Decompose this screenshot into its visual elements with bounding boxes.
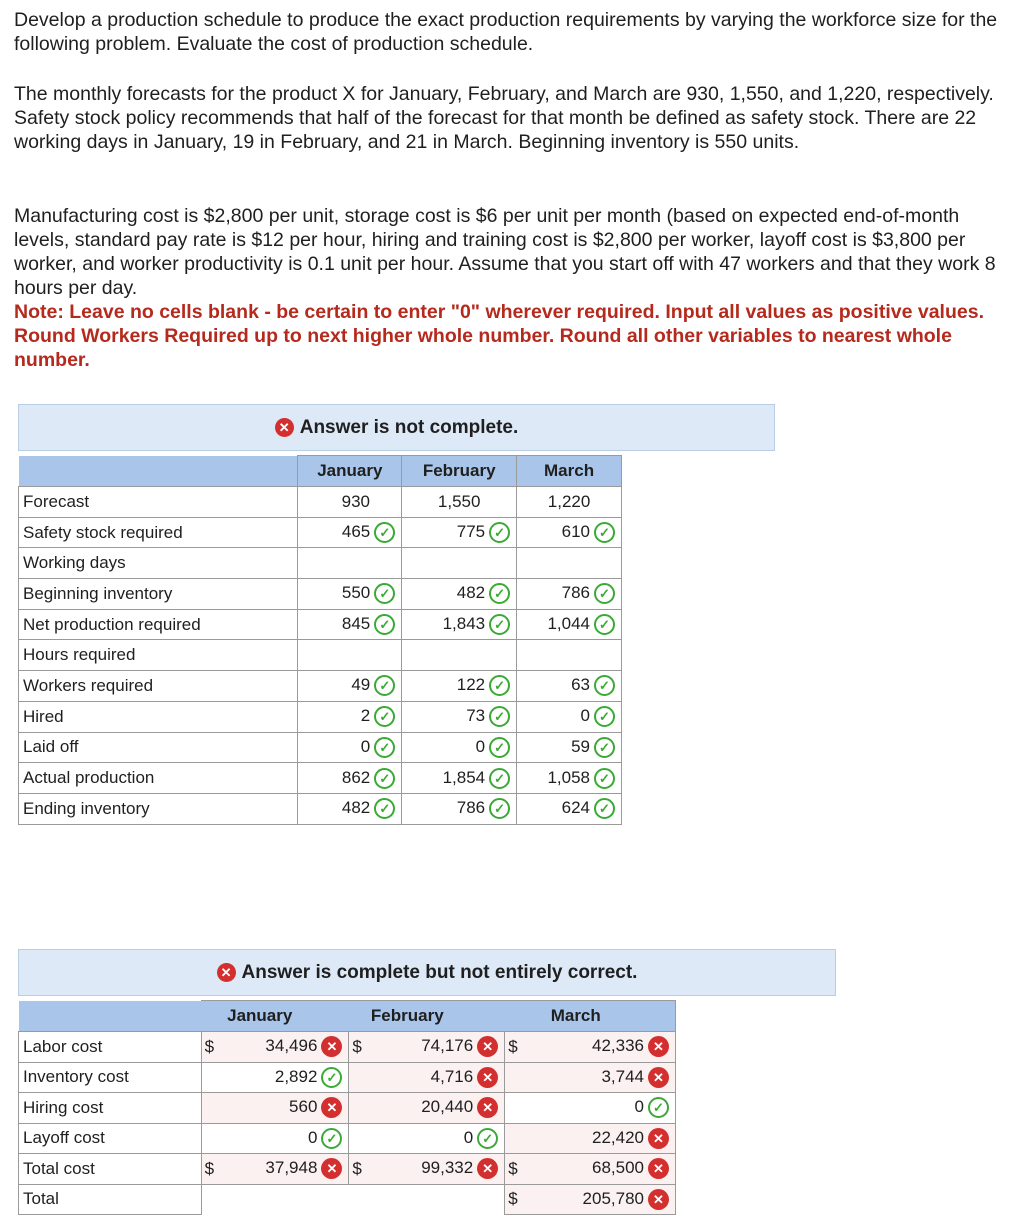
empty-cell [505, 1093, 529, 1124]
input-cell[interactable] [298, 609, 402, 640]
table-row [19, 1184, 676, 1215]
incorrect-x-icon: ✕ [648, 1158, 669, 1179]
incorrect-x-icon: ✕ [648, 1189, 669, 1210]
cell-value: 1,550 [402, 487, 517, 518]
answer-status-banner [18, 404, 775, 451]
input-cell[interactable] [529, 1123, 676, 1154]
input-cell[interactable] [402, 579, 517, 610]
correct-check-icon: ✓ [321, 1067, 342, 1088]
row-label: Actual production [19, 763, 298, 794]
correct-check-icon: ✓ [594, 583, 615, 604]
row-label: Layoff cost [19, 1123, 202, 1154]
cell-value: 1,854 [442, 767, 486, 787]
row-label: Hiring cost [19, 1093, 202, 1124]
banner-text: Answer is complete but not entirely correct. [241, 961, 638, 983]
table-row [19, 548, 622, 579]
header-february: February [349, 1001, 505, 1032]
table-row [19, 763, 622, 794]
table-row [19, 1123, 676, 1154]
empty-cell [201, 1123, 225, 1154]
cell-value: 34,496 [265, 1036, 318, 1056]
cell-value: 845 [341, 614, 371, 634]
currency-symbol: $ [201, 1032, 225, 1063]
input-cell[interactable] [298, 763, 402, 794]
correct-check-icon: ✓ [489, 706, 510, 727]
input-cell[interactable] [402, 609, 517, 640]
row-label: Working days [19, 548, 298, 579]
incorrect-x-icon: ✕ [321, 1036, 342, 1057]
empty-cell [402, 640, 517, 671]
input-cell[interactable] [225, 1032, 349, 1063]
empty-cell [517, 548, 622, 579]
row-label: Ending inventory [19, 793, 298, 824]
cell-value: 3,744 [601, 1066, 644, 1086]
empty-cell [225, 1184, 349, 1215]
input-cell[interactable] [517, 579, 622, 610]
cell-value: 4,716 [430, 1066, 474, 1086]
table-row [19, 487, 622, 518]
input-cell[interactable] [298, 671, 402, 702]
input-cell[interactable] [529, 1062, 676, 1093]
header-march: March [505, 1001, 676, 1032]
input-cell[interactable] [402, 763, 517, 794]
row-label: Beginning inventory [19, 579, 298, 610]
table-row [19, 701, 622, 732]
input-cell[interactable] [225, 1123, 349, 1154]
cell-value: 22,420 [592, 1127, 644, 1147]
currency-symbol: $ [201, 1154, 225, 1185]
cell-value: 73 [466, 706, 486, 726]
empty-cell [201, 1062, 225, 1093]
cell-value: 205,780 [582, 1188, 644, 1208]
correct-check-icon: ✓ [489, 614, 510, 635]
cell-value: 68,500 [592, 1158, 644, 1178]
input-cell[interactable] [225, 1154, 349, 1185]
cell-value: 2 [360, 706, 371, 726]
table-row [19, 671, 622, 702]
cell-value: 1,058 [547, 767, 590, 787]
table-row [19, 579, 622, 610]
cell-value: 0 [634, 1097, 644, 1117]
empty-cell [349, 1062, 373, 1093]
input-cell[interactable] [402, 793, 517, 824]
note-text: Note: Leave no cells blank - be certain to enter "0" wherever required. Input all values as positive values. Round Workers Required up to next higher whole number. Round all other variables to nearest whole number. [14, 301, 984, 371]
row-label: Hours required [19, 640, 298, 671]
cell-value: 482 [341, 798, 371, 818]
empty-cell [505, 1123, 529, 1154]
incorrect-x-icon: ✕ [477, 1067, 498, 1088]
input-cell[interactable] [517, 793, 622, 824]
correct-check-icon: ✓ [594, 706, 615, 727]
cell-value: 37,948 [265, 1158, 318, 1178]
empty-cell [298, 548, 402, 579]
table-row [19, 793, 622, 824]
cell-value: 2,892 [274, 1066, 318, 1086]
correct-check-icon: ✓ [374, 675, 395, 696]
incorrect-x-icon: ✕ [321, 1097, 342, 1118]
cell-value: 0 [475, 736, 486, 756]
currency-symbol: $ [505, 1184, 529, 1215]
correct-check-icon: ✓ [321, 1128, 342, 1149]
empty-cell [373, 1184, 505, 1215]
correct-check-icon: ✓ [489, 522, 510, 543]
empty-cell [349, 1184, 373, 1215]
incorrect-x-icon: ✕ [477, 1158, 498, 1179]
cell-value: 624 [561, 798, 590, 818]
input-cell[interactable] [517, 732, 622, 763]
correct-check-icon: ✓ [477, 1128, 498, 1149]
empty-cell [349, 1123, 373, 1154]
input-cell[interactable] [373, 1062, 505, 1093]
correct-check-icon: ✓ [489, 583, 510, 604]
input-cell[interactable] [517, 763, 622, 794]
empty-cell [201, 1093, 225, 1124]
header-january: January [298, 456, 402, 487]
currency-symbol: $ [349, 1032, 373, 1063]
input-cell[interactable] [373, 1154, 505, 1185]
input-cell[interactable] [517, 517, 622, 548]
incorrect-x-icon: ✕ [648, 1067, 669, 1088]
row-label: Forecast [19, 487, 298, 518]
correct-check-icon: ✓ [374, 614, 395, 635]
correct-check-icon: ✓ [489, 798, 510, 819]
empty-cell [505, 1062, 529, 1093]
incorrect-x-icon: ✕ [477, 1036, 498, 1057]
table-row [19, 640, 622, 671]
empty-cell [298, 640, 402, 671]
empty-cell [201, 1184, 225, 1215]
correct-check-icon: ✓ [489, 675, 510, 696]
cell-value: 550 [341, 583, 371, 603]
production-schedule-table [18, 455, 622, 825]
cell-value: 0 [580, 706, 590, 726]
answer-status-banner [18, 949, 836, 996]
input-cell[interactable] [298, 701, 402, 732]
row-label: Inventory cost [19, 1062, 202, 1093]
table-row [19, 1062, 676, 1093]
table-row [19, 1093, 676, 1124]
header-march: March [517, 456, 622, 487]
cell-value: 862 [341, 767, 371, 787]
currency-symbol: $ [349, 1154, 373, 1185]
row-label: Workers required [19, 671, 298, 702]
input-cell[interactable] [298, 517, 402, 548]
correct-check-icon: ✓ [374, 522, 395, 543]
input-cell[interactable] [517, 671, 622, 702]
input-cell[interactable] [529, 1032, 676, 1063]
incorrect-icon: ✕ [275, 418, 294, 437]
row-label: Labor cost [19, 1032, 202, 1063]
cell-value: 63 [571, 675, 590, 695]
cell-value: 42,336 [592, 1036, 644, 1056]
input-cell[interactable] [298, 579, 402, 610]
incorrect-x-icon: ✕ [648, 1128, 669, 1149]
cell-value: 560 [289, 1097, 318, 1117]
cell-value: 49 [351, 675, 371, 695]
input-cell[interactable] [529, 1184, 676, 1215]
correct-check-icon: ✓ [374, 798, 395, 819]
header-blank [19, 456, 298, 487]
incorrect-x-icon: ✕ [477, 1097, 498, 1118]
cell-value: 0 [463, 1127, 474, 1147]
cell-value: 122 [456, 675, 486, 695]
header-january: January [201, 1001, 349, 1032]
input-cell[interactable] [298, 732, 402, 763]
cell-value: 1,044 [547, 614, 590, 634]
cell-value: 74,176 [421, 1036, 474, 1056]
cell-value: 786 [561, 583, 590, 603]
cost-table [18, 1000, 676, 1215]
correct-check-icon: ✓ [594, 737, 615, 758]
input-cell[interactable] [529, 1093, 676, 1124]
incorrect-x-icon: ✕ [648, 1036, 669, 1057]
cell-value: 610 [561, 522, 590, 542]
correct-check-icon: ✓ [594, 522, 615, 543]
correct-check-icon: ✓ [374, 737, 395, 758]
correct-check-icon: ✓ [594, 768, 615, 789]
cell-value: 465 [341, 522, 371, 542]
input-cell[interactable] [373, 1032, 505, 1063]
row-label: Safety stock required [19, 517, 298, 548]
empty-cell [517, 640, 622, 671]
forecast-paragraph: The monthly forecasts for the product X for January, February, and March are 930, 1,550, and 1,220, respectively. Safety stock policy recommends that half of the forecast for that month be defined as safety stock. There are 22 working days in January, 19 in February, and 21 in March. Beginning inventory is 550 units. [14, 83, 994, 153]
table-row [19, 1032, 676, 1063]
cell-value: 99,332 [421, 1158, 474, 1178]
banner-text: Answer is not complete. [299, 416, 519, 438]
empty-cell [349, 1093, 373, 1124]
input-cell[interactable] [225, 1062, 349, 1093]
input-cell[interactable] [373, 1093, 505, 1124]
correct-check-icon: ✓ [594, 675, 615, 696]
input-cell[interactable] [529, 1154, 676, 1185]
table-row [19, 1154, 676, 1185]
incorrect-icon: ✕ [217, 963, 236, 982]
correct-check-icon: ✓ [374, 706, 395, 727]
currency-symbol: $ [505, 1032, 529, 1063]
correct-check-icon: ✓ [594, 614, 615, 635]
row-label: Total [19, 1184, 202, 1215]
input-cell[interactable] [402, 732, 517, 763]
cell-value: 20,440 [421, 1097, 474, 1117]
cell-value: 930 [298, 487, 402, 518]
incorrect-x-icon: ✕ [321, 1158, 342, 1179]
row-label: Total cost [19, 1154, 202, 1185]
currency-symbol: $ [505, 1154, 529, 1185]
cell-value: 786 [456, 798, 486, 818]
correct-check-icon: ✓ [489, 768, 510, 789]
input-cell[interactable] [402, 701, 517, 732]
table-row [19, 517, 622, 548]
intro-text: Develop a production schedule to produce the exact production requirements by varying the workforce size for the following problem. Evaluate the cost of production schedule. [14, 9, 998, 55]
cell-value: 1,843 [442, 614, 486, 634]
input-cell[interactable] [517, 701, 622, 732]
cell-value: 0 [360, 736, 371, 756]
header-blank [19, 1001, 202, 1032]
input-cell[interactable] [298, 793, 402, 824]
row-label: Laid off [19, 732, 298, 763]
cell-value: 0 [307, 1127, 318, 1147]
correct-check-icon: ✓ [648, 1097, 669, 1118]
cell-value: 1,220 [517, 487, 622, 518]
correct-check-icon: ✓ [489, 737, 510, 758]
table-row [19, 609, 622, 640]
header-february: February [402, 456, 517, 487]
input-cell[interactable] [373, 1123, 505, 1154]
correct-check-icon: ✓ [594, 798, 615, 819]
row-label: Net production required [19, 609, 298, 640]
input-cell[interactable] [402, 517, 517, 548]
cell-value: 59 [571, 736, 590, 756]
table-row [19, 732, 622, 763]
cost-paragraph: Manufacturing cost is $2,800 per unit, storage cost is $6 per unit per month (based on expected end-of-month levels, standard pay rate is $12 per hour, hiring and training cost is $2,800 per worker, layoff cost is $3,800 per worker, and worker productivity is 0.1 unit per hour. Assume that you start off with 47 workers and that they work 8 hours per day. [14, 205, 996, 299]
correct-check-icon: ✓ [374, 583, 395, 604]
input-cell[interactable] [225, 1093, 349, 1124]
correct-check-icon: ✓ [374, 768, 395, 789]
cell-value: 775 [456, 522, 486, 542]
cell-value: 482 [456, 583, 486, 603]
row-label: Hired [19, 701, 298, 732]
input-cell[interactable] [402, 671, 517, 702]
input-cell[interactable] [517, 609, 622, 640]
empty-cell [402, 548, 517, 579]
